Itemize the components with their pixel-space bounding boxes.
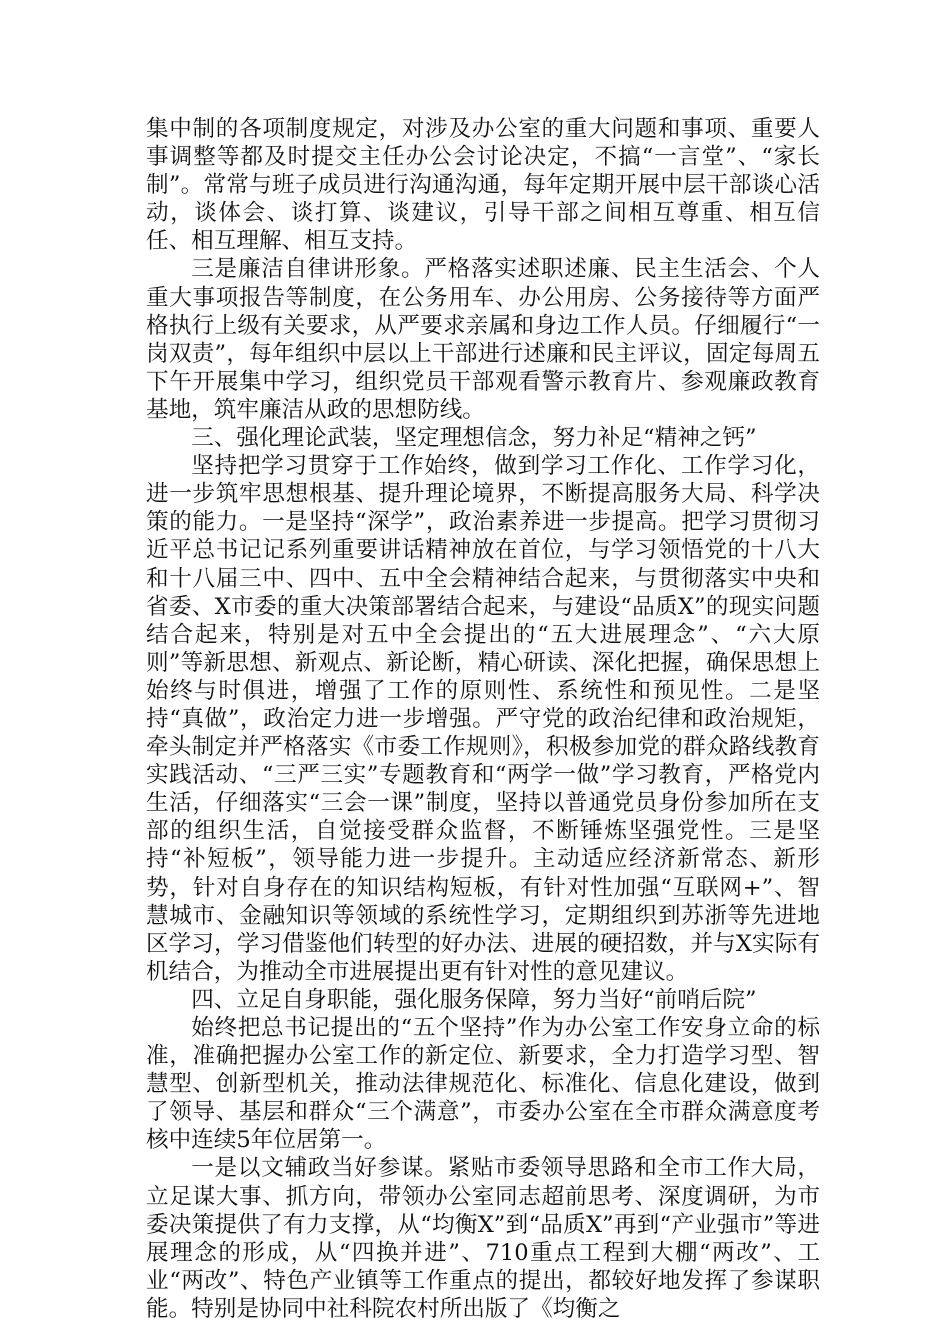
section-heading: 四、立足自身职能，强化服务保障，努力当好“前哨后院”: [191, 986, 757, 1013]
body-paragraph: 集中制的各项制度规定，对涉及办公室的重大问题和事项、重要人事调整等都及时提交主任办公会讨论决定，不搞“一言堂”、“家长制”。常常与班子成员进行沟通沟通，每年定期开展中层干部谈心活动，谈体会、谈打算、谈建议，引导干部之间相互尊重、相互信任、相互理解、相互支持。: [146, 116, 820, 255]
body-paragraph: 三是廉洁自律讲形象。严格落实述职述廉、民主生活会、个人重大事项报告等制度，在公务用车、办公用房、公务接待等方面严格执行上级有关要求，从严要求亲属和身边工作人员。仔细履行“一岗双责”，每年组织中层以上干部进行述廉和民主评议，固定每周五下午开展集中学习，组织党员干部观看警示教育片、参观廉政教育基地，筑牢廉洁从政的思想防线。: [146, 256, 820, 423]
body-paragraph: 坚持把学习贯穿于工作始终，做到学习工作化、工作学习化，进一步筑牢思想根基、提升理论境界，不断提高服务大局、科学决策的能力。一是坚持“深学”，政治素养进一步提高。把学习贯彻习近平总书记记系列重要讲话精神放在首位，与学习领悟党的十八大和十八届三中、四中、五中全会精神结合起来，与贯彻落实中央和省委、X市委的重大决策部署结合起来，与建设“品质X”的现实问题结合起来，特别是对五中全会提出的“五大进展理念”、“六大原则”等新思想、新观点、新论断，精心研读、深化把握，确保思想上始终与时俱进，增强了工作的原则性、系统性和预见性。二是坚持“真做”，政治定力进一步增强。严守党的政治纪律和政治规矩，牵头制定并严格落实《市委工作规则》，积极参加党的群众路线教育实践活动、“三严三实”专题教育和“两学一做”学习教育，严格党内生活，仔细落实“三会一课”制度，坚持以普通党员身份参加所在支部的组织生活，自觉接受群众监督，不断锤炼坚强党性。三是坚持“补短板”，领导能力进一步提升。主动适应经济新常态、新形势，针对自身存在的知识结构短板，有针对性加强“互联网+”、智慧城市、金融知识等领域的系统性学习，定期组织到苏浙等先进地区学习，学习借鉴他们转型的好办法、进展的硬招数，并与X实际有机结合，为推动全市进展提出更有针对性的意见建议。: [146, 453, 820, 985]
section-heading: 三、强化理论武装，坚定理想信念，努力补足“精神之钙”: [191, 425, 757, 452]
document-page: [146, 115, 820, 1323]
body-paragraph: 始终把总书记提出的“五个坚持”作为办公室工作安身立命的标准，准确把握办公室工作的新定位、新要求，全力打造学习型、智慧型、创新型机关，推动法律规范化、标准化、信息化建设，做到了领导、基层和群众“三个满意”，市委办公室在全市群众满意度考核中连续5年位居第一。: [146, 1015, 820, 1154]
body-paragraph: 一是以文辅政当好参谋。紧贴市委领导思路和全市工作大局，立足谋大事、抓方向，带领办公室同志超前思考、深度调研，为市委决策提供了有力支撑，从“均衡X”到“品质X”再到“产业强市”等进展理念的形成，从“四换并进”、710重点工程到大棚“两改”、工业“两改”、特色产业镇等工作重点的提出，都较好地发挥了参谋职能。特别是协同中社科院农村所出版了《均衡之: [146, 1155, 820, 1322]
